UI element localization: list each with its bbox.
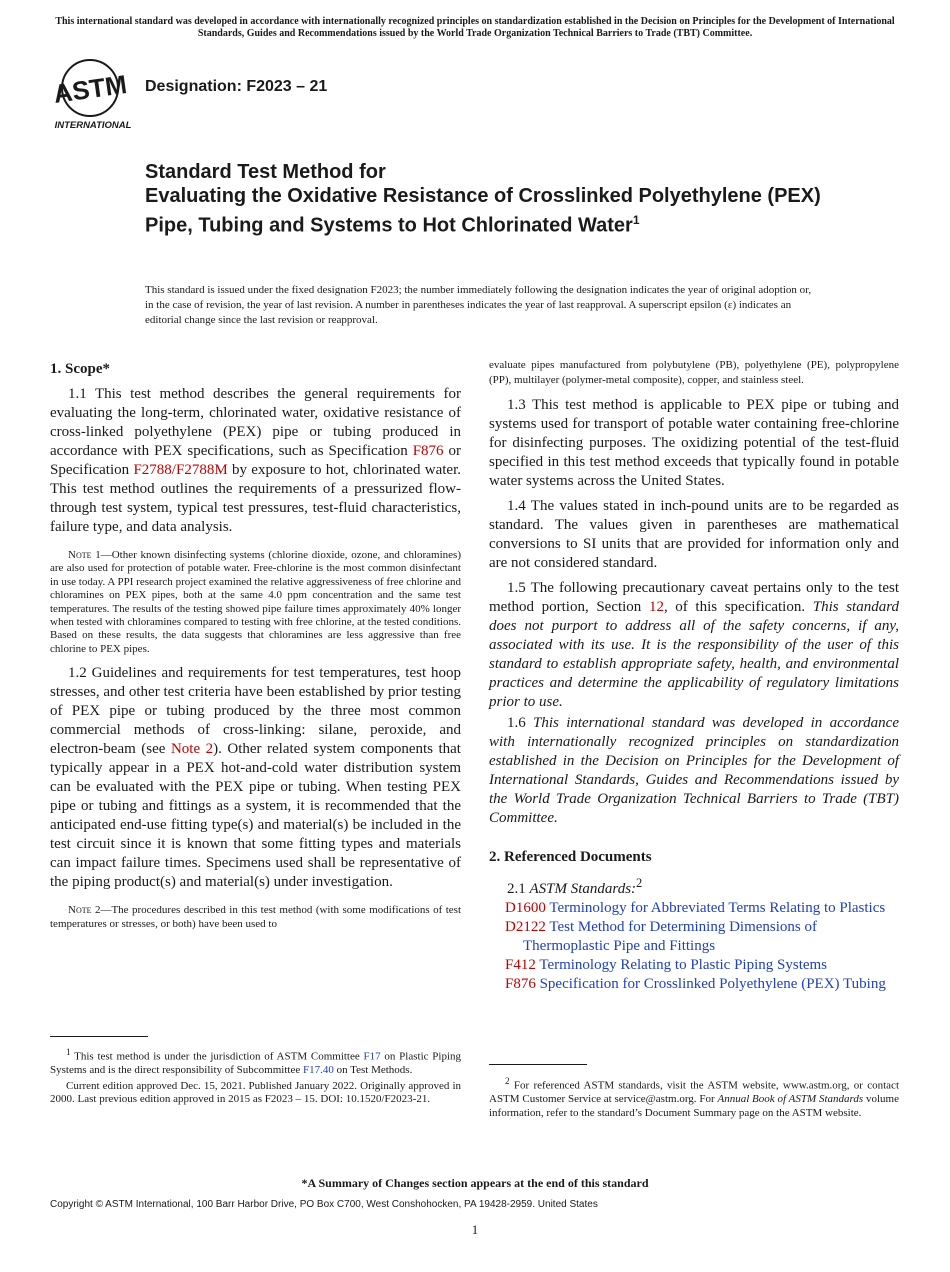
footnotes-left xyxy=(50,1046,461,1107)
footnotes-right xyxy=(489,1075,899,1120)
footnote-1: $^1$ This test method is under the jurisdiction of ASTM Committee F17 on Plastic Piping Systems and is the direct responsibility of Subcommittee F17.40 on Test Methods. xyxy=(50,1047,462,1077)
reference-item[interactable]: F412 Terminology Relating to Plastic Piping Systems xyxy=(505,957,828,974)
para-1-5: 1.5 The following precautionary caveat pertains only to the test method portion, Section 12, of this specification. This standard does not purport to address all of the safety concerns, if any, associated with its use. It is the responsibility of the user of this standard to establish appropriate safety, health, and environmental practices and determine the applicability of regulatory limitations prior to use. xyxy=(489,580,899,711)
scope-heading: 1. Scope* xyxy=(50,361,110,377)
footnote-rule-right xyxy=(489,1064,587,1065)
reference-item[interactable]: D2122 Test Method for Determining Dimensions of Thermoplastic Pipe and Fittings xyxy=(505,919,817,955)
astm-logo xyxy=(52,54,134,134)
para-1-4: 1.4 The values stated in inch-pound units are to be regarded as standard. The values given in parentheses are mathematical conversions to SI units that are provided for information only and are not considered standard. xyxy=(489,498,899,572)
note-2-continued: evaluate pipes manufactured from polybutylene (PB), polyethylene (PE), polypropylene (PP), multilayer (polymer-metal composite), copper, and stainless steel. xyxy=(489,359,899,387)
designation: Designation: F2023 – 21 xyxy=(145,78,328,95)
title-line1: Standard Test Method for xyxy=(145,161,386,183)
top-notice: This international standard was developed in accordance with internationally recognized principles on standardization established in the Decision on Principles for the Development of International Standards, Guides and Recommendations issued by the World Trade Organization Technical Barriers to Trade (TBT) Committee. xyxy=(55,16,895,39)
refdocs-subheading: 2.1 ASTM Standards:$^2$ xyxy=(507,876,643,898)
note-1: Note 1—Other known disinfecting systems (chlorine dioxide, ozone, and chloramines) are also used for protection of potable water. Free-chlorine is the most common disinfectant in use today. A PPI research project examined the relative aggressiveness of free chlorine and chloramines on PEX pipes, both at the same 4.0 ppm concentration and the same test temperatures. The results of the testing showed pipe failure times approximately 40% longer when tested with chloramines compared to testing with free chlorine, at the tested conditions. Based on these results, the data suggests that chloramines are less aggressive than free chlorine to PEX pipes. xyxy=(50,549,461,655)
title-line2: Evaluating the Oxidative Resistance of Crosslinked Polyethylene (PEX) Pipe, Tubing and Systems to Hot Chlorinated Water xyxy=(145,185,821,237)
footnote-1-edition: Current edition approved Dec. 15, 2021. Published January 2022. Originally approved in 2000. Last previous edition approved in 2015 as F2023 – 15. DOI: 10.1520/F2023-21. xyxy=(50,1079,461,1106)
issued-note: This standard is issued under the fixed designation F2023; the number immediately following the designation indicates the year of original adoption or, in the case of revision, the year of last revision. A number in parentheses indicates the year of last reapproval. A superscript epsilon (ε) indicates an editorial change since the last revision or reapproval. xyxy=(145,284,812,326)
note-2: Note 2—The procedures described in this test method (with some modifications of test temperatures or stresses, or both) have been used to xyxy=(50,904,461,930)
para-1-3: 1.3 This test method is applicable to PEX pipe or tubing and systems used for transport of potable water containing free-chlorine for disinfecting purposes. The oxidizing potential of the test-fluid specified in this test method exceeds that typically found in potable water systems across the United States. xyxy=(489,397,899,490)
reference-item[interactable]: F876 Specification for Crosslinked Polyethylene (PEX) Tubing xyxy=(505,976,886,993)
copyright: Copyright © ASTM International, 100 Barr Harbor Drive, PO Box C700, West Conshohocken, PA 19428-2959. United States xyxy=(50,1199,598,1210)
para-1-6: 1.6 This international standard was developed in accordance with internationally recognized principles on standardization established in the Decision on Principles for the Development of International Standards, Guides and Recommendations issued by the World Trade Organization Technical Barriers to Trade (TBT) Committee. xyxy=(489,715,899,827)
right-column xyxy=(489,358,899,994)
logo-text: ASTM xyxy=(52,69,129,109)
reference-list xyxy=(489,899,899,994)
link-note-2[interactable]: Note 2 xyxy=(170,741,214,758)
footnote-2: $^2$ For referenced ASTM standards, visit the ASTM website, www.astm.org, or contact ASTM Customer Service at service@astm.org. For Annual Book of ASTM Standards volume information, refer to the standard’s Document Summary page on the ASTM website. xyxy=(489,1076,899,1119)
refdocs-heading: 2. Referenced Documents xyxy=(489,849,652,866)
footnote-rule-left xyxy=(50,1036,148,1037)
link-f2788[interactable]: F2788/F2788M xyxy=(133,462,228,478)
link-f17[interactable]: F17 xyxy=(363,1050,381,1063)
logo-subtext: INTERNATIONAL xyxy=(54,120,132,131)
link-section-12[interactable]: 12 xyxy=(648,599,664,616)
para-1-2: 1.2 Guidelines and requirements for test temperatures, test hoop stresses, and other test criteria have been established by prior testing of PEX pipe or tubing produced by the three most common commercial methods of cross-linking: silane, peroxide, and electron-beam (see Note 2). Other related system components that typically appear in a PEX hot-and-cold water distribution system can be evaluated with the PEX pipe or tubing. When testing PEX pipe or tubing and fittings as a system, it is recommended that the anticipated end-use fitting type(s) and material(s) be included in the test circuit since it is known that some fitting types and materials can impact failure times. Specimens used shall be representative of the piping product(s) and material(s) under investigation. xyxy=(50,665,461,891)
summary-of-changes-note: *A Summary of Changes section appears at the end of this standard xyxy=(301,1176,649,1190)
title-footnote-mark[interactable]: 1 xyxy=(632,213,640,227)
link-f876[interactable]: F876 xyxy=(412,443,444,459)
document-title xyxy=(145,160,845,238)
link-f17-40[interactable]: F17.40 xyxy=(302,1064,334,1077)
reference-item[interactable]: D1600 Terminology for Abbreviated Terms Relating to Plastics xyxy=(505,900,886,917)
para-1-1: 1.1 This test method describes the general requirements for evaluating the long-term, chlorinated water, oxidative resistance of cross-linked polyethylene (PEX) pipe or tubing produced in accordance with PEX specifications, such as Specification F876 or Specification F2788/F2788M by exposure to hot, chlorinated water. This test method outlines the requirements of a pressurized flow-through test system, typical test pressures, test-fluid characteristics, failure type, and data analysis. xyxy=(50,386,462,535)
page-number: 1 xyxy=(471,1222,479,1237)
left-column xyxy=(50,360,461,931)
